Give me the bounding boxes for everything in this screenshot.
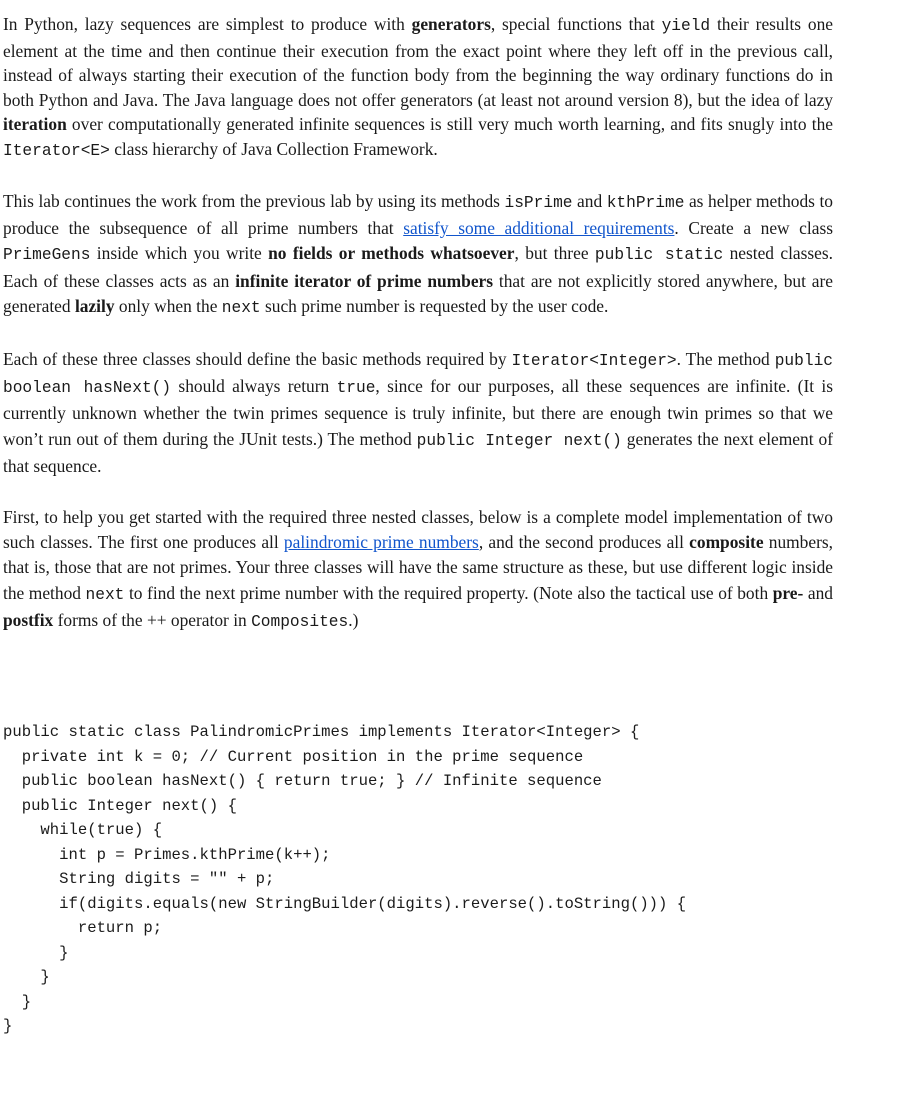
text: In Python, lazy sequences are simplest to produce with: [3, 14, 412, 34]
text: , and the second produces all: [478, 532, 690, 553]
text: class hierarchy of Java Collection Framework.: [109, 138, 438, 159]
code-iterator-integer: Iterator<Integer>: [511, 351, 677, 370]
text: and: [803, 582, 833, 603]
code-line: private int k = 0; // Current position in the prime sequence: [3, 747, 584, 766]
code-next: next: [221, 299, 261, 318]
code-line: }: [3, 943, 69, 962]
code-line: while(true) {: [3, 821, 163, 839]
text: generates the next element of that sequence.: [3, 428, 833, 477]
text: inside which you write: [90, 243, 269, 264]
paragraph-model: [3, 505, 833, 636]
document-body: [3, 12, 833, 636]
code-primegens: PrimeGens: [3, 246, 91, 265]
text: should always return: [171, 376, 337, 396]
bold-composite: composite: [689, 532, 764, 553]
code-line: }: [3, 992, 32, 1011]
text: . The method: [676, 348, 775, 369]
link-palindromic-primes[interactable]: palindromic prime numbers: [283, 532, 479, 553]
code-yield: yield: [661, 17, 711, 35]
text: as helper methods to produce the subsequence of all prime numbers that: [3, 190, 833, 238]
code-kthprime: kthPrime: [606, 193, 685, 212]
bold-no-fields: no fields or methods whatsoever: [268, 243, 515, 264]
text: nested classes. Each of these classes acts as an: [3, 243, 833, 291]
text: .): [348, 610, 359, 631]
text: forms of the ++ operator in: [53, 610, 252, 631]
bold-pre: pre-: [772, 582, 804, 603]
paragraph-methods: [3, 347, 833, 480]
code-iterator-e: Iterator<E>: [3, 141, 110, 160]
paragraph-intro: [3, 12, 833, 164]
text: , since for our purposes, all these sequences are infinite. (It is currently unknown whether the twin primes sequence is truly infinite, but there are enough twin primes so that we won’t run out of them during the JUnit tests.) The method: [3, 376, 834, 449]
code-line: return p;: [3, 919, 163, 937]
text: This lab continues the work from the previous lab by using its methods: [3, 190, 505, 211]
code-public-static: public static: [594, 246, 724, 265]
bold-term-generators: generators: [411, 14, 491, 34]
code-line: public boolean hasNext() { return true; } // Infinite sequence: [3, 772, 602, 790]
link-additional-requirements[interactable]: satisfy some additional requirements: [403, 217, 675, 238]
text: and: [572, 190, 607, 211]
text: to find the next prime number with the required property. (Note also the tactical use of both: [124, 582, 773, 603]
code-next-signature: public Integer next(): [416, 431, 622, 450]
code-line: String digits = "" + p;: [3, 870, 275, 888]
paragraph-task: [3, 189, 833, 322]
code-block: [3, 720, 686, 1039]
text: , special functions that: [490, 14, 662, 34]
code-line: public static class PalindromicPrimes implements Iterator<Integer> {: [3, 723, 640, 741]
text: , but three: [514, 243, 595, 264]
code-next: next: [85, 585, 125, 604]
bold-term-iteration: iteration: [3, 114, 67, 135]
code-line: public Integer next() {: [3, 796, 237, 815]
bold-infinite-iterator: infinite iterator of prime numbers: [235, 270, 494, 291]
code-isprime: isPrime: [504, 193, 573, 212]
code-composites: Composites: [251, 613, 349, 632]
code-line: }: [3, 968, 50, 986]
text: their results one element at the time and then continue their execution from the exact point where they left off in the previous call, instead of always starting their execution of the function body from the beginning the way ordinary functions do in both Python and Java. The Java language does not offer generators (at least not around version 8), but the idea of lazy: [3, 14, 833, 110]
code-line: }: [3, 1017, 13, 1035]
text: that are not explicitly stored anywhere, but are generated: [3, 270, 833, 317]
code-line: int p = Primes.kthPrime(k++);: [3, 845, 331, 864]
text: Each of these three classes should define the basic methods required by: [3, 348, 512, 369]
code-true: true: [336, 379, 376, 397]
code-hasnext-signature: public boolean hasNext(): [3, 351, 834, 397]
text: such prime number is requested by the user code.: [260, 296, 609, 317]
text: only when the: [114, 296, 222, 317]
bold-postfix: postfix: [3, 610, 54, 631]
text: First, to help you get started with the required three nested classes, below is a complete model implementation of two such classes. The first one produces all: [3, 506, 833, 553]
code-line: if(digits.equals(new StringBuilder(digits).reverse().toString())) {: [3, 894, 687, 913]
text: . Create a new class: [674, 217, 833, 238]
text: numbers, that is, those that are not primes. Your three classes will have the same structure as these, but use different logic inside the method: [3, 532, 833, 603]
bold-lazily: lazily: [74, 296, 115, 317]
text: over computationally generated infinite sequences is still very much worth learning, and fits snugly into the: [66, 114, 833, 135]
